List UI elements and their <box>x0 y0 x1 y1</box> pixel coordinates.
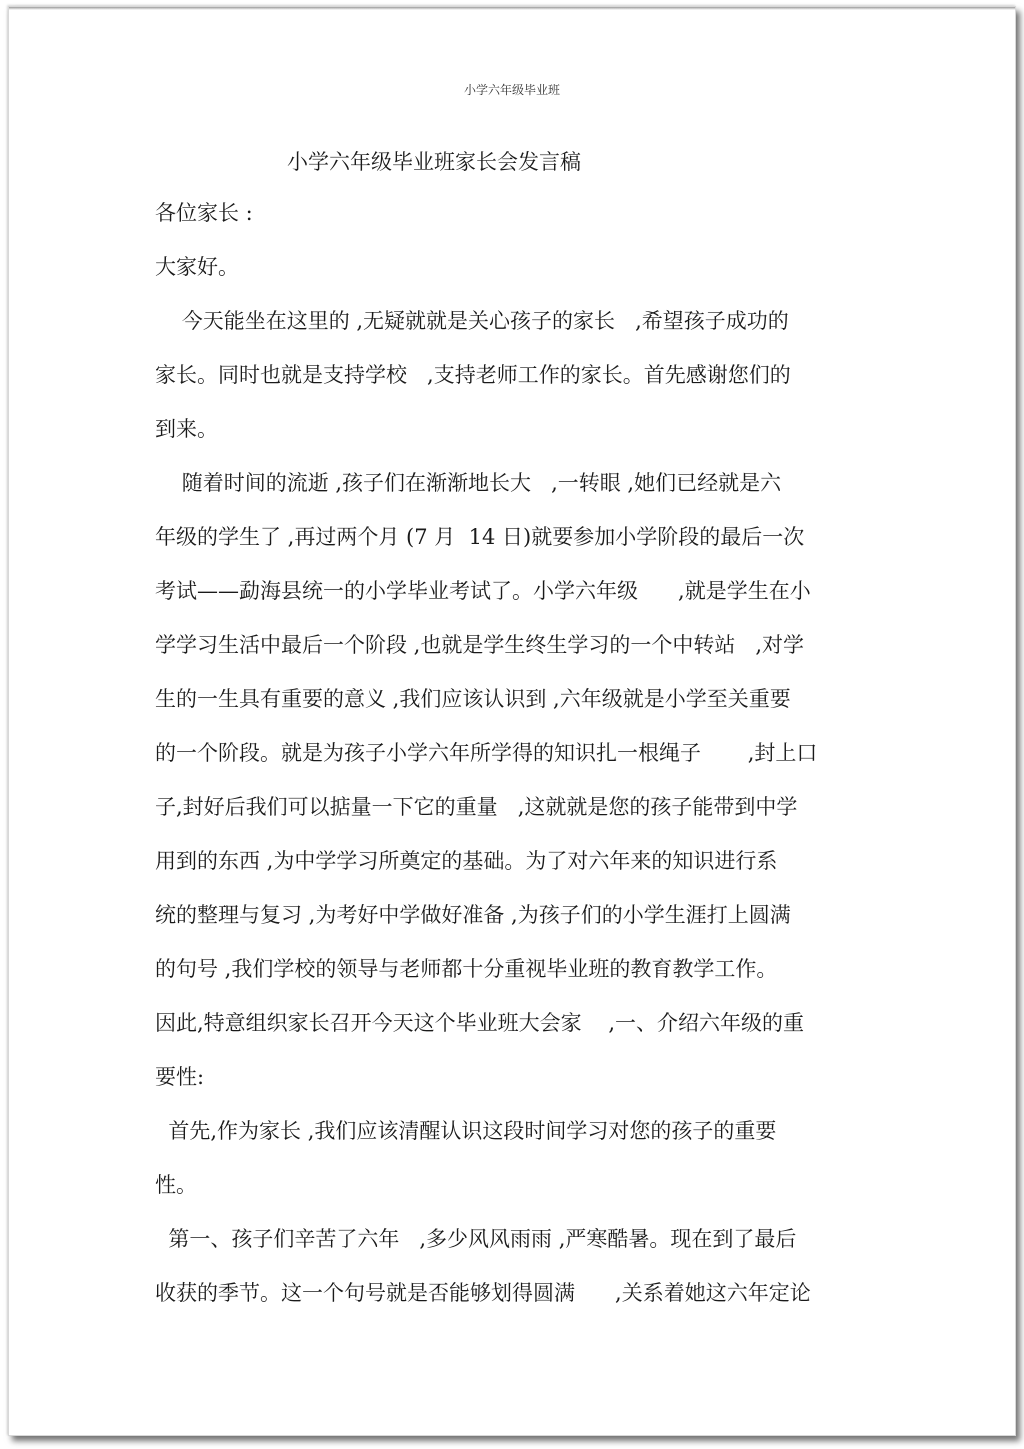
body-line: 到来。 <box>155 417 218 441</box>
body-line: 第一、孩子们辛苦了六年 ,多少风风雨雨 ,严寒酷暑。现在到了最后 <box>155 1227 797 1251</box>
body-line: 今天能坐在这里的 ,无疑就就是关心孩子的家长 ,希望孩子成功的 <box>155 309 789 333</box>
body-line: 收获的季节。这一个句号就是否能够划得圆满 ,关系着她这六年定论 <box>155 1281 811 1305</box>
body-line: 的一个阶段。就是为孩子小学六年所学得的知识扎一根绳子 ,封上口 <box>155 741 818 765</box>
salutation-line: 各位家长 : <box>155 201 253 225</box>
body-line: 家长。同时也就是支持学校 ,支持老师工作的家长。首先感谢您们的 <box>155 363 791 387</box>
body-line: 要性: <box>155 1065 205 1089</box>
body-line: 因此,特意组织家长召开今天这个毕业班大会家 ,一、介绍六年级的重 <box>155 1011 805 1035</box>
page-top-edge <box>9 7 1015 10</box>
body-line: 统的整理与复习 ,为考好中学做好准备 ,为孩子们的小学生涯打上圆满 <box>155 903 791 927</box>
body-line: 性。 <box>155 1173 197 1197</box>
body-line: 的句号 ,我们学校的领导与老师都十分重视毕业班的教育教学工作。 <box>155 957 778 981</box>
running-header: 小学六年级毕业班 <box>463 83 560 97</box>
document-page <box>8 6 1016 1436</box>
document-title: 小学六年级毕业班家长会发言稿 <box>287 150 581 174</box>
greeting-line: 大家好。 <box>155 255 239 279</box>
body-line: 考试——勐海县统一的小学毕业考试了。小学六年级 ,就是学生在小 <box>155 579 811 603</box>
body-line: 首先,作为家长 ,我们应该清醒认识这段时间学习对您的孩子的重要 <box>155 1119 777 1143</box>
body-line: 生的一生具有重要的意义 ,我们应该认识到 ,六年级就是小学至关重要 <box>155 687 791 711</box>
body-line: 用到的东西 ,为中学学习所奠定的基础。为了对六年来的知识进行系 <box>155 849 778 873</box>
body-line: 子,封好后我们可以掂量一下它的重量 ,这就就是您的孩子能带到中学 <box>155 795 798 819</box>
body-line: 学学习生活中最后一个阶段 ,也就是学生终生学习的一个中转站 ,对学 <box>155 633 805 657</box>
body-line: 随着时间的流逝 ,孩子们在渐渐地长大 ,一转眼 ,她们已经就是六 <box>155 471 782 495</box>
body-line: 年级的学生了 ,再过两个月 (7 月 14 日)就要参加小学阶段的最后一次 <box>155 525 805 549</box>
